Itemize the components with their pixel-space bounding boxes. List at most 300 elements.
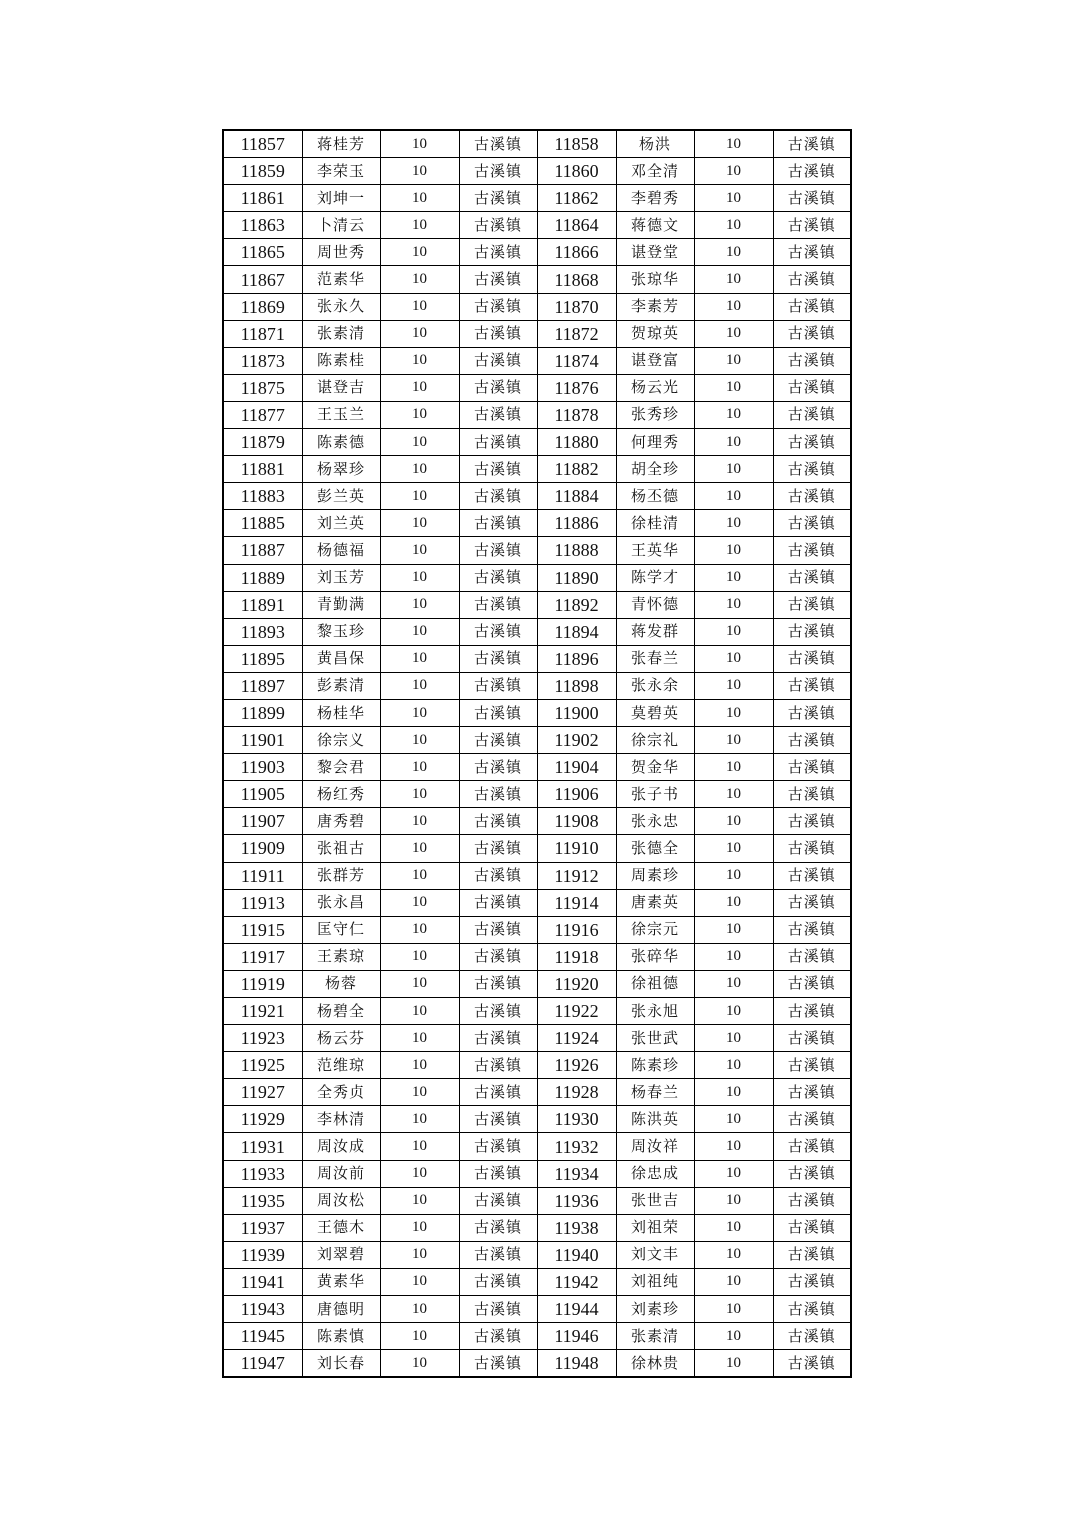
record-number-cell: 11894 — [537, 618, 616, 645]
town-cell: 古溪镇 — [773, 1241, 851, 1268]
person-name-cell: 青勤满 — [302, 591, 380, 618]
person-name-cell: 王玉兰 — [302, 401, 380, 428]
person-name-cell: 唐秀碧 — [302, 808, 380, 835]
amount-cell: 10 — [694, 1323, 773, 1350]
table-row — [223, 185, 851, 212]
amount-cell: 10 — [694, 212, 773, 239]
amount-cell: 10 — [694, 781, 773, 808]
amount-cell: 10 — [380, 429, 459, 456]
amount-cell: 10 — [380, 591, 459, 618]
town-cell: 古溪镇 — [773, 943, 851, 970]
amount-cell: 10 — [694, 266, 773, 293]
person-name-cell: 杨丕德 — [616, 483, 694, 510]
record-number-cell: 11888 — [537, 537, 616, 564]
town-cell: 古溪镇 — [459, 130, 537, 158]
town-cell: 古溪镇 — [459, 1350, 537, 1378]
amount-cell: 10 — [694, 672, 773, 699]
person-name-cell: 杨德福 — [302, 537, 380, 564]
town-cell: 古溪镇 — [773, 374, 851, 401]
table-row — [223, 1025, 851, 1052]
town-cell: 古溪镇 — [773, 347, 851, 374]
record-number-cell: 11914 — [537, 889, 616, 916]
record-number-cell: 11897 — [223, 672, 302, 699]
town-cell: 古溪镇 — [773, 1160, 851, 1187]
amount-cell: 10 — [380, 158, 459, 185]
amount-cell: 10 — [694, 727, 773, 754]
town-cell: 古溪镇 — [459, 564, 537, 591]
record-number-cell: 11882 — [537, 456, 616, 483]
amount-cell: 10 — [380, 456, 459, 483]
table-row — [223, 347, 851, 374]
person-name-cell: 谌登堂 — [616, 239, 694, 266]
amount-cell: 10 — [694, 916, 773, 943]
amount-cell: 10 — [380, 401, 459, 428]
record-number-cell: 11884 — [537, 483, 616, 510]
person-name-cell: 张永忠 — [616, 808, 694, 835]
record-number-cell: 11944 — [537, 1296, 616, 1323]
town-cell: 古溪镇 — [459, 1025, 537, 1052]
amount-cell: 10 — [380, 1241, 459, 1268]
person-name-cell: 陈洪英 — [616, 1106, 694, 1133]
table-row — [223, 1323, 851, 1350]
town-cell: 古溪镇 — [459, 374, 537, 401]
amount-cell: 10 — [694, 401, 773, 428]
record-number-cell: 11905 — [223, 781, 302, 808]
amount-cell: 10 — [380, 727, 459, 754]
town-cell: 古溪镇 — [459, 185, 537, 212]
person-name-cell: 张德全 — [616, 835, 694, 862]
table-row — [223, 239, 851, 266]
town-cell: 古溪镇 — [459, 401, 537, 428]
town-cell: 古溪镇 — [773, 1350, 851, 1378]
amount-cell: 10 — [694, 835, 773, 862]
record-number-cell: 11910 — [537, 835, 616, 862]
amount-cell: 10 — [694, 943, 773, 970]
amount-cell: 10 — [380, 862, 459, 889]
person-name-cell: 黄昌保 — [302, 645, 380, 672]
table-row — [223, 998, 851, 1025]
person-name-cell: 王英华 — [616, 537, 694, 564]
person-name-cell: 卜清云 — [302, 212, 380, 239]
amount-cell: 10 — [694, 808, 773, 835]
town-cell: 古溪镇 — [459, 456, 537, 483]
town-cell: 古溪镇 — [773, 781, 851, 808]
town-cell: 古溪镇 — [459, 1052, 537, 1079]
person-name-cell: 蒋发群 — [616, 618, 694, 645]
town-cell: 古溪镇 — [459, 1241, 537, 1268]
amount-cell: 10 — [694, 1025, 773, 1052]
person-name-cell: 周世秀 — [302, 239, 380, 266]
person-name-cell: 张素清 — [616, 1323, 694, 1350]
person-name-cell: 贺琼英 — [616, 320, 694, 347]
table-row — [223, 293, 851, 320]
amount-cell: 10 — [380, 808, 459, 835]
record-number-cell: 11870 — [537, 293, 616, 320]
amount-cell: 10 — [380, 781, 459, 808]
town-cell: 古溪镇 — [459, 754, 537, 781]
person-name-cell: 刘长春 — [302, 1350, 380, 1378]
person-name-cell: 徐林贵 — [616, 1350, 694, 1378]
person-name-cell: 杨蓉 — [302, 970, 380, 997]
person-name-cell: 杨桂华 — [302, 699, 380, 726]
table-row — [223, 808, 851, 835]
record-number-cell: 11874 — [537, 347, 616, 374]
town-cell: 古溪镇 — [459, 1323, 537, 1350]
person-name-cell: 徐宗礼 — [616, 727, 694, 754]
person-name-cell: 黄素华 — [302, 1268, 380, 1295]
person-name-cell: 彭兰英 — [302, 483, 380, 510]
person-name-cell: 陈素德 — [302, 429, 380, 456]
record-number-cell: 11902 — [537, 727, 616, 754]
person-name-cell: 刘坤一 — [302, 185, 380, 212]
table-row — [223, 401, 851, 428]
table-row — [223, 1350, 851, 1378]
table-row — [223, 1079, 851, 1106]
person-name-cell: 周汝松 — [302, 1187, 380, 1214]
record-number-cell: 11929 — [223, 1106, 302, 1133]
amount-cell: 10 — [694, 1187, 773, 1214]
record-number-cell: 11893 — [223, 618, 302, 645]
town-cell: 古溪镇 — [459, 645, 537, 672]
record-number-cell: 11911 — [223, 862, 302, 889]
person-name-cell: 刘祖荣 — [616, 1214, 694, 1241]
town-cell: 古溪镇 — [773, 1296, 851, 1323]
person-name-cell: 陈素桂 — [302, 347, 380, 374]
amount-cell: 10 — [380, 699, 459, 726]
town-cell: 古溪镇 — [773, 591, 851, 618]
table-row — [223, 781, 851, 808]
record-number-cell: 11881 — [223, 456, 302, 483]
person-name-cell: 杨红秀 — [302, 781, 380, 808]
town-cell: 古溪镇 — [773, 1133, 851, 1160]
record-number-cell: 11879 — [223, 429, 302, 456]
record-number-cell: 11942 — [537, 1268, 616, 1295]
record-number-cell: 11868 — [537, 266, 616, 293]
table-row — [223, 483, 851, 510]
town-cell: 古溪镇 — [459, 293, 537, 320]
amount-cell: 10 — [380, 916, 459, 943]
record-number-cell: 11900 — [537, 699, 616, 726]
town-cell: 古溪镇 — [459, 808, 537, 835]
amount-cell: 10 — [380, 239, 459, 266]
record-number-cell: 11919 — [223, 970, 302, 997]
roster-body — [223, 130, 851, 1377]
town-cell: 古溪镇 — [773, 1052, 851, 1079]
town-cell: 古溪镇 — [459, 835, 537, 862]
amount-cell: 10 — [694, 1350, 773, 1378]
town-cell: 古溪镇 — [773, 483, 851, 510]
amount-cell: 10 — [380, 1025, 459, 1052]
town-cell: 古溪镇 — [773, 1187, 851, 1214]
town-cell: 古溪镇 — [459, 510, 537, 537]
table-row — [223, 672, 851, 699]
table-row — [223, 727, 851, 754]
amount-cell: 10 — [694, 158, 773, 185]
person-name-cell: 周汝前 — [302, 1160, 380, 1187]
town-cell: 古溪镇 — [773, 645, 851, 672]
person-name-cell: 陈素珍 — [616, 1052, 694, 1079]
record-number-cell: 11904 — [537, 754, 616, 781]
town-cell: 古溪镇 — [773, 429, 851, 456]
record-number-cell: 11878 — [537, 401, 616, 428]
person-name-cell: 胡全珍 — [616, 456, 694, 483]
amount-cell: 10 — [380, 1079, 459, 1106]
record-number-cell: 11915 — [223, 916, 302, 943]
person-name-cell: 刘翠碧 — [302, 1241, 380, 1268]
amount-cell: 10 — [380, 320, 459, 347]
town-cell: 古溪镇 — [459, 429, 537, 456]
amount-cell: 10 — [380, 1296, 459, 1323]
amount-cell: 10 — [380, 1106, 459, 1133]
town-cell: 古溪镇 — [773, 158, 851, 185]
person-name-cell: 杨翠珍 — [302, 456, 380, 483]
person-name-cell: 范素华 — [302, 266, 380, 293]
amount-cell: 10 — [380, 564, 459, 591]
town-cell: 古溪镇 — [459, 1214, 537, 1241]
record-number-cell: 11875 — [223, 374, 302, 401]
amount-cell: 10 — [380, 1187, 459, 1214]
record-number-cell: 11922 — [537, 998, 616, 1025]
record-number-cell: 11863 — [223, 212, 302, 239]
table-row — [223, 1133, 851, 1160]
record-number-cell: 11937 — [223, 1214, 302, 1241]
amount-cell: 10 — [694, 429, 773, 456]
record-number-cell: 11913 — [223, 889, 302, 916]
amount-cell: 10 — [694, 862, 773, 889]
town-cell: 古溪镇 — [773, 889, 851, 916]
record-number-cell: 11864 — [537, 212, 616, 239]
amount-cell: 10 — [694, 347, 773, 374]
person-name-cell: 黎会君 — [302, 754, 380, 781]
person-name-cell: 王德木 — [302, 1214, 380, 1241]
record-number-cell: 11885 — [223, 510, 302, 537]
record-number-cell: 11924 — [537, 1025, 616, 1052]
table-row — [223, 320, 851, 347]
amount-cell: 10 — [694, 998, 773, 1025]
record-number-cell: 11871 — [223, 320, 302, 347]
town-cell: 古溪镇 — [459, 1296, 537, 1323]
record-number-cell: 11891 — [223, 591, 302, 618]
person-name-cell: 杨云芬 — [302, 1025, 380, 1052]
person-name-cell: 青怀德 — [616, 591, 694, 618]
amount-cell: 10 — [380, 266, 459, 293]
amount-cell: 10 — [380, 1323, 459, 1350]
person-name-cell: 贺金华 — [616, 754, 694, 781]
record-number-cell: 11946 — [537, 1323, 616, 1350]
record-number-cell: 11921 — [223, 998, 302, 1025]
record-number-cell: 11865 — [223, 239, 302, 266]
amount-cell: 10 — [694, 456, 773, 483]
amount-cell: 10 — [380, 943, 459, 970]
town-cell: 古溪镇 — [773, 1025, 851, 1052]
town-cell: 古溪镇 — [773, 293, 851, 320]
amount-cell: 10 — [694, 1268, 773, 1295]
town-cell: 古溪镇 — [773, 456, 851, 483]
town-cell: 古溪镇 — [773, 537, 851, 564]
town-cell: 古溪镇 — [459, 320, 537, 347]
person-name-cell: 刘兰英 — [302, 510, 380, 537]
town-cell: 古溪镇 — [459, 727, 537, 754]
person-name-cell: 邓全清 — [616, 158, 694, 185]
record-number-cell: 11890 — [537, 564, 616, 591]
amount-cell: 10 — [380, 293, 459, 320]
town-cell: 古溪镇 — [459, 1106, 537, 1133]
town-cell: 古溪镇 — [773, 998, 851, 1025]
table-row — [223, 537, 851, 564]
table-row — [223, 1296, 851, 1323]
town-cell: 古溪镇 — [773, 672, 851, 699]
town-cell: 古溪镇 — [773, 699, 851, 726]
amount-cell: 10 — [380, 889, 459, 916]
record-number-cell: 11941 — [223, 1268, 302, 1295]
table-row — [223, 889, 851, 916]
person-name-cell: 张永久 — [302, 293, 380, 320]
table-row — [223, 456, 851, 483]
town-cell: 古溪镇 — [459, 672, 537, 699]
amount-cell: 10 — [380, 185, 459, 212]
person-name-cell: 李素芳 — [616, 293, 694, 320]
person-name-cell: 陈素慎 — [302, 1323, 380, 1350]
town-cell: 古溪镇 — [459, 889, 537, 916]
record-number-cell: 11898 — [537, 672, 616, 699]
town-cell: 古溪镇 — [773, 727, 851, 754]
table-row — [223, 1214, 851, 1241]
table-row — [223, 970, 851, 997]
amount-cell: 10 — [380, 1052, 459, 1079]
record-number-cell: 11909 — [223, 835, 302, 862]
amount-cell: 10 — [694, 1214, 773, 1241]
table-row — [223, 510, 851, 537]
person-name-cell: 谌登富 — [616, 347, 694, 374]
table-row — [223, 1187, 851, 1214]
town-cell: 古溪镇 — [773, 266, 851, 293]
town-cell: 古溪镇 — [459, 212, 537, 239]
amount-cell: 10 — [694, 1241, 773, 1268]
table-row — [223, 564, 851, 591]
amount-cell: 10 — [380, 672, 459, 699]
person-name-cell: 全秀贞 — [302, 1079, 380, 1106]
record-number-cell: 11916 — [537, 916, 616, 943]
person-name-cell: 张永昌 — [302, 889, 380, 916]
town-cell: 古溪镇 — [773, 185, 851, 212]
amount-cell: 10 — [380, 618, 459, 645]
town-cell: 古溪镇 — [773, 862, 851, 889]
town-cell: 古溪镇 — [773, 239, 851, 266]
town-cell: 古溪镇 — [459, 158, 537, 185]
record-number-cell: 11860 — [537, 158, 616, 185]
amount-cell: 10 — [694, 374, 773, 401]
person-name-cell: 黎玉珍 — [302, 618, 380, 645]
town-cell: 古溪镇 — [459, 483, 537, 510]
amount-cell: 10 — [694, 130, 773, 158]
amount-cell: 10 — [380, 347, 459, 374]
town-cell: 古溪镇 — [773, 916, 851, 943]
record-number-cell: 11936 — [537, 1187, 616, 1214]
town-cell: 古溪镇 — [773, 510, 851, 537]
amount-cell: 10 — [380, 645, 459, 672]
amount-cell: 10 — [694, 239, 773, 266]
person-name-cell: 周素珍 — [616, 862, 694, 889]
amount-cell: 10 — [694, 645, 773, 672]
town-cell: 古溪镇 — [459, 943, 537, 970]
record-number-cell: 11930 — [537, 1106, 616, 1133]
person-name-cell: 刘文丰 — [616, 1241, 694, 1268]
amount-cell: 10 — [380, 510, 459, 537]
amount-cell: 10 — [380, 835, 459, 862]
record-number-cell: 11923 — [223, 1025, 302, 1052]
roster-table — [222, 129, 852, 1378]
record-number-cell: 11928 — [537, 1079, 616, 1106]
town-cell: 古溪镇 — [773, 618, 851, 645]
person-name-cell: 张碎华 — [616, 943, 694, 970]
record-number-cell: 11918 — [537, 943, 616, 970]
record-number-cell: 11877 — [223, 401, 302, 428]
record-number-cell: 11917 — [223, 943, 302, 970]
town-cell: 古溪镇 — [773, 970, 851, 997]
person-name-cell: 张春兰 — [616, 645, 694, 672]
record-number-cell: 11895 — [223, 645, 302, 672]
person-name-cell: 张祖古 — [302, 835, 380, 862]
person-name-cell: 徐忠成 — [616, 1160, 694, 1187]
table-row — [223, 835, 851, 862]
record-number-cell: 11938 — [537, 1214, 616, 1241]
person-name-cell: 张秀珍 — [616, 401, 694, 428]
table-row — [223, 158, 851, 185]
record-number-cell: 11899 — [223, 699, 302, 726]
record-number-cell: 11934 — [537, 1160, 616, 1187]
record-number-cell: 11886 — [537, 510, 616, 537]
table-row — [223, 429, 851, 456]
amount-cell: 10 — [694, 320, 773, 347]
amount-cell: 10 — [694, 1106, 773, 1133]
person-name-cell: 刘玉芳 — [302, 564, 380, 591]
amount-cell: 10 — [380, 754, 459, 781]
person-name-cell: 张子书 — [616, 781, 694, 808]
amount-cell: 10 — [380, 374, 459, 401]
amount-cell: 10 — [694, 970, 773, 997]
town-cell: 古溪镇 — [773, 808, 851, 835]
record-number-cell: 11927 — [223, 1079, 302, 1106]
person-name-cell: 徐宗义 — [302, 727, 380, 754]
amount-cell: 10 — [694, 618, 773, 645]
record-number-cell: 11896 — [537, 645, 616, 672]
amount-cell: 10 — [694, 1160, 773, 1187]
record-number-cell: 11903 — [223, 754, 302, 781]
person-name-cell: 杨云光 — [616, 374, 694, 401]
amount-cell: 10 — [694, 564, 773, 591]
table-row — [223, 130, 851, 158]
town-cell: 古溪镇 — [459, 537, 537, 564]
amount-cell: 10 — [380, 998, 459, 1025]
record-number-cell: 11933 — [223, 1160, 302, 1187]
amount-cell: 10 — [380, 970, 459, 997]
table-row — [223, 591, 851, 618]
person-name-cell: 谌登吉 — [302, 374, 380, 401]
person-name-cell: 唐素英 — [616, 889, 694, 916]
town-cell: 古溪镇 — [459, 916, 537, 943]
table-row — [223, 374, 851, 401]
record-number-cell: 11873 — [223, 347, 302, 374]
town-cell: 古溪镇 — [773, 1106, 851, 1133]
town-cell: 古溪镇 — [773, 212, 851, 239]
record-number-cell: 11935 — [223, 1187, 302, 1214]
table-row — [223, 645, 851, 672]
person-name-cell: 唐德明 — [302, 1296, 380, 1323]
town-cell: 古溪镇 — [459, 239, 537, 266]
town-cell: 古溪镇 — [773, 1214, 851, 1241]
town-cell: 古溪镇 — [459, 970, 537, 997]
person-name-cell: 何理秀 — [616, 429, 694, 456]
